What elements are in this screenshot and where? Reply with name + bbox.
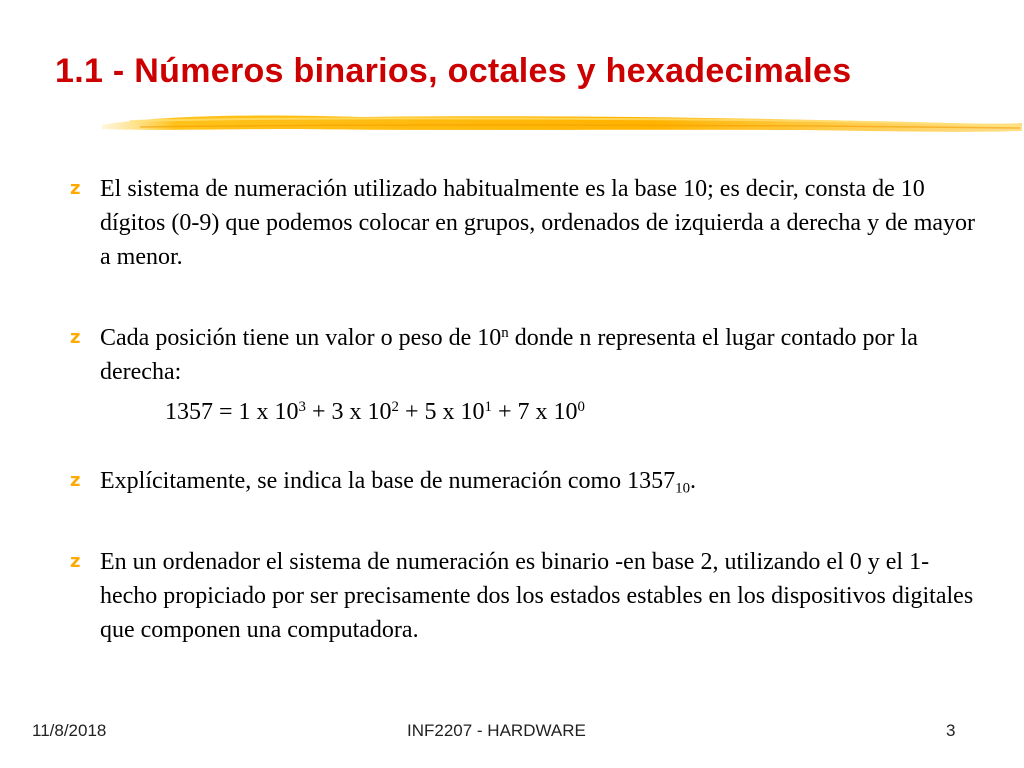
slide-title: 1.1 - Números binarios, octales y hexadecimales xyxy=(55,52,852,90)
subscript-10: 10 xyxy=(675,480,691,497)
z-bullet-icon: z xyxy=(70,551,81,572)
z-bullet-icon: z xyxy=(70,470,81,491)
superscript-n: n xyxy=(501,324,509,341)
bullet-text-1: El sistema de numeración utilizado habitualmente es la base 10; es decir, consta de 10 dígitos (0-9) que podemos colocar en grupos, ordenados de izquierda a derecha y de mayor a menor. xyxy=(100,176,976,270)
bullet-item-2 xyxy=(70,321,990,389)
footer-course: INF2207 - HARDWARE xyxy=(407,721,586,740)
footer-date: 11/8/2018 xyxy=(32,721,107,740)
z-bullet-icon: z xyxy=(70,327,81,348)
bullet-item-4 xyxy=(70,545,990,647)
formula: 1357 = 1 x $10^3 + 3$ x $10^2 + 5$ x $10^1 + 7$ x $10^0$ xyxy=(165,398,585,425)
bullet-text-2: Cada posición tiene un valor o peso de 10$^n$ donde n representa el lugar contado por la derecha: xyxy=(100,324,918,385)
footer-page-number: 3 xyxy=(946,721,956,740)
z-bullet-icon: z xyxy=(70,178,81,199)
title-underline-brush xyxy=(100,105,1024,139)
bullet-text-3: Explícitamente, se indica la base de numeración como $1357_{10}$. xyxy=(100,468,697,497)
bullet-item-1 xyxy=(70,172,990,274)
bullet-text-4: En un ordenador el sistema de numeración es binario -en base 2, utilizando el 0 y el 1- hecho propiciado por ser precisamente dos los estados estables en los dispositivos digitales que componen una computadora. xyxy=(100,549,974,643)
bullet-item-3 xyxy=(70,464,990,498)
